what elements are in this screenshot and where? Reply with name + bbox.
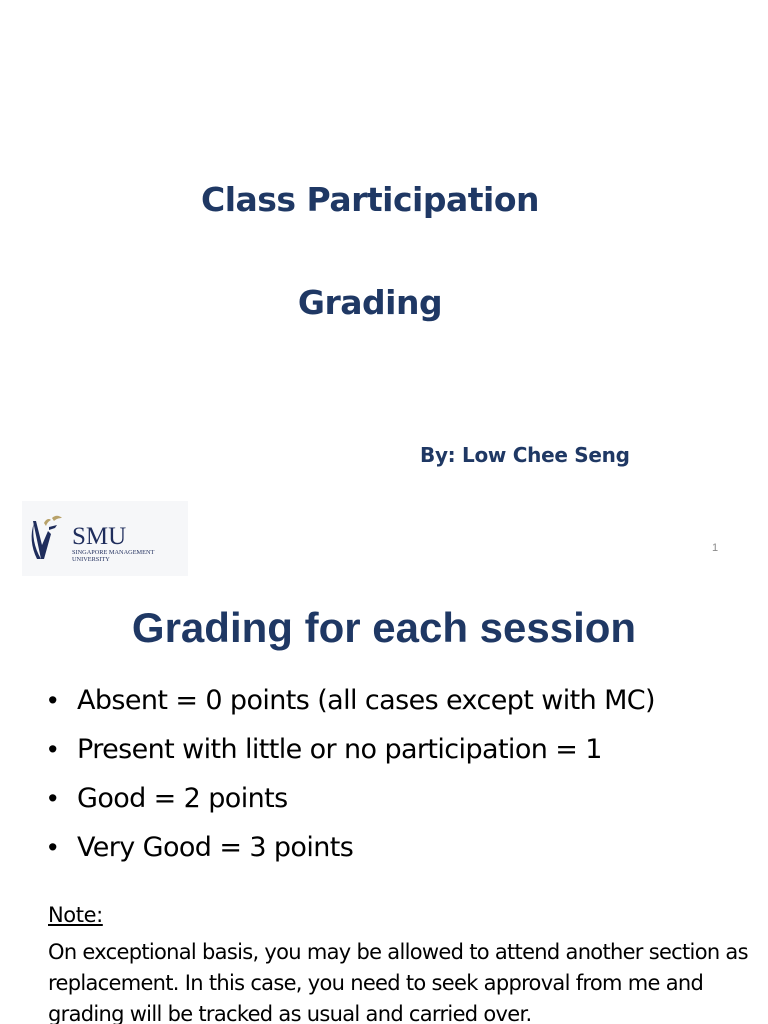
page-number: 1 xyxy=(712,542,719,554)
bullet-icon: • xyxy=(48,685,57,715)
smu-logo xyxy=(22,501,188,576)
note-label: Note: xyxy=(48,903,103,927)
bullet-icon: • xyxy=(48,734,57,764)
bullet-icon: • xyxy=(48,783,57,813)
smu-emblem-icon xyxy=(32,516,62,559)
bullet-text: Present with little or no participation = 1 xyxy=(77,734,602,765)
note-text: On exceptional basis, you may be allowed to attend another section as replacement. In this case, you need to seek approval from me and grading will be tracked as usual and carried over. xyxy=(48,940,748,1024)
slide-2 xyxy=(0,580,768,1024)
bullet-text: Absent = 0 points (all cases except with MC) xyxy=(77,685,655,716)
slide-title: Grading for each session xyxy=(131,604,637,651)
slide-title: Class Participation xyxy=(200,180,539,219)
bullet-text: Very Good = 3 points xyxy=(77,832,354,863)
bullet-text: Good = 2 points xyxy=(77,783,288,814)
slide-subtitle: Grading xyxy=(297,283,443,322)
bullet-icon: • xyxy=(48,832,57,862)
author-line: By: Low Chee Seng xyxy=(420,443,630,467)
logo-line-1: SINGAPORE MANAGEMENT xyxy=(72,549,155,556)
logo-wordmark: SMU xyxy=(72,523,127,550)
logo-line-2: UNIVERSITY xyxy=(72,556,110,563)
